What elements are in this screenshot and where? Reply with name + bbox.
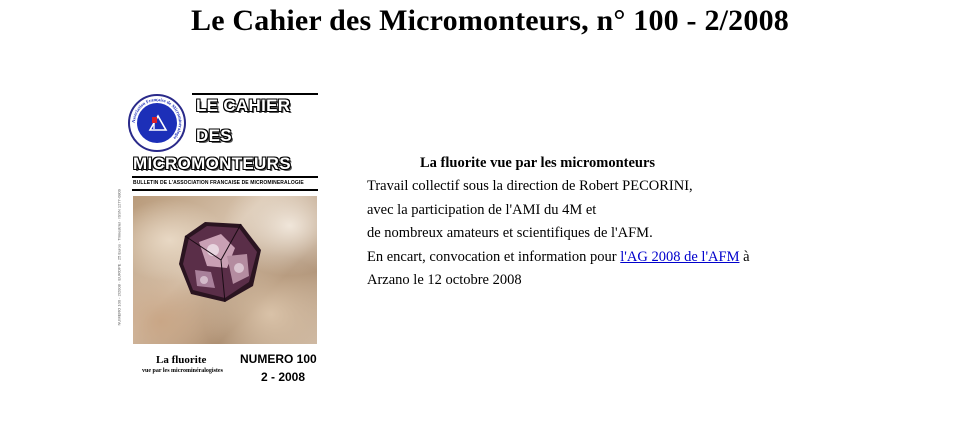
cover-feature-subtitle: vue par les microminéralogistes <box>142 368 223 374</box>
cover-side-text: NUMERO 100 - 2/2008 · EUROPE · 25 Euros · Trimestriel · ISSN 1277-0809 <box>116 189 122 326</box>
description-line-5: Arzano le 12 octobre 2008 <box>367 272 522 288</box>
fluorite-crystal-image <box>177 220 263 304</box>
cover-bulletin-text: BULLETIN DE L'ASSOCIATION FRANCAISE DE MICROMINERALOGIE <box>133 180 304 186</box>
cover-top-rule <box>192 93 318 95</box>
description-title: La fluorite vue par les micromonteurs <box>420 155 656 171</box>
association-logo <box>128 94 186 152</box>
masthead-line-2: DES <box>196 126 232 145</box>
ag-2008-link[interactable]: l'AG 2008 de l'AFM <box>620 248 740 265</box>
page-title: Le Cahier des Micromonteurs, n° 100 - 2/2008 <box>191 4 789 37</box>
magazine-cover[interactable] <box>112 88 322 388</box>
masthead-line-3: MICROMONTEURS <box>133 154 291 173</box>
cover-issue-number: NUMERO 100 <box>240 352 317 366</box>
cover-feature-title: La fluorite <box>156 354 207 366</box>
masthead-line-1: LE CAHIER <box>196 96 291 115</box>
cover-low-rule <box>132 189 318 191</box>
line-4-prefix: En encart, convocation et information pour <box>367 248 621 265</box>
svg-text:Association Française de Micro: Association Française de Microminéralogie <box>130 96 184 141</box>
cover-mid-rule <box>132 176 318 178</box>
description-line-1: Travail collectif sous la direction de Robert PECORINI, <box>367 178 693 194</box>
line-4-suffix: à <box>739 248 750 265</box>
description-line-2: avec la participation de l'AMI du 4M et <box>367 201 597 218</box>
fluorite-photo <box>133 196 317 344</box>
description-line-4 <box>367 249 847 273</box>
issue-description <box>367 155 847 296</box>
microscope-icon <box>148 112 168 132</box>
cover-issue-date: 2 - 2008 <box>261 370 306 384</box>
description-line-3: de nombreux amateurs et scientifiques de l'AFM. <box>367 225 653 241</box>
